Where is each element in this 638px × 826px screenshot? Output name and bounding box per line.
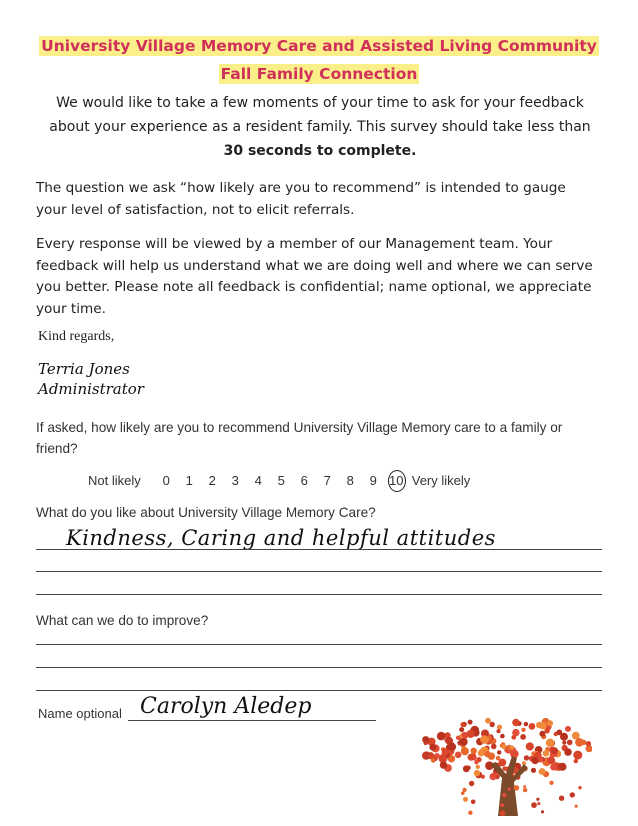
leaf xyxy=(460,738,468,746)
leaf xyxy=(490,773,497,780)
leaf xyxy=(431,758,436,763)
leaf xyxy=(551,747,558,754)
closing-text: Kind regards, xyxy=(38,329,115,344)
fallen-leaf xyxy=(536,798,539,801)
fallen-leaf xyxy=(469,781,474,786)
leaf xyxy=(488,753,495,760)
leaf xyxy=(501,744,506,749)
tree-leaves xyxy=(422,718,592,780)
fallen-leaf xyxy=(578,786,581,789)
leaf xyxy=(565,726,571,732)
leaf xyxy=(463,765,470,772)
answer-line xyxy=(36,549,602,550)
leaf xyxy=(573,751,582,760)
signature-title: Administrator xyxy=(38,380,144,398)
scale-option-9[interactable]: 9 xyxy=(369,472,377,488)
tree-trunk xyxy=(490,756,528,816)
leaf xyxy=(567,740,573,746)
leaf xyxy=(480,735,489,744)
leaf xyxy=(556,730,562,736)
leaf xyxy=(456,736,460,740)
scale-option-7[interactable]: 7 xyxy=(323,472,331,488)
confidentiality-paragraph: Every response will be viewed by a member of our Management team. Your feedback will help us understand what we are doing well and where we can serve you better. Please note all feedback is confidential; name optional, we appreciate your time. xyxy=(36,236,593,317)
leaf xyxy=(490,722,495,727)
intro-bold-line: 30 seconds to complete. xyxy=(223,143,417,159)
leaf xyxy=(468,720,473,725)
leaf xyxy=(460,722,465,727)
fallen-leaf xyxy=(514,785,520,791)
fallen-leaf xyxy=(500,810,506,816)
scale-option-4[interactable]: 4 xyxy=(254,472,262,488)
leaf xyxy=(467,730,475,738)
question-likes: What do you like about University Village Memory Care? xyxy=(36,505,376,520)
title-text-2: Fall Family Connection xyxy=(220,65,418,83)
leaf xyxy=(510,746,514,750)
leaf xyxy=(532,757,539,764)
answer-line xyxy=(36,644,602,645)
leaf xyxy=(546,739,554,747)
fallen-leaf xyxy=(537,802,540,805)
name-label: Name optional xyxy=(38,706,122,721)
leaf xyxy=(524,722,528,726)
intro-paragraph xyxy=(40,91,600,139)
leaf xyxy=(581,740,586,745)
leaf xyxy=(455,752,462,759)
fallen-leaf xyxy=(461,791,465,795)
title-text-1: University Village Memory Care and Assisted Living Community xyxy=(41,37,597,55)
leaf xyxy=(539,768,546,775)
leaf xyxy=(468,754,475,761)
leaf xyxy=(471,748,477,754)
leaf xyxy=(496,729,500,733)
likes-answer[interactable]: Kindness, Caring and helpful attitudes xyxy=(66,526,496,550)
fallen-leaf xyxy=(502,793,506,797)
title-line-2 xyxy=(0,65,638,83)
leaf xyxy=(586,741,591,746)
leaf xyxy=(496,756,501,761)
leaf xyxy=(500,734,505,739)
leaf xyxy=(539,731,545,737)
leaf xyxy=(531,768,536,773)
scale-option-6[interactable]: 6 xyxy=(300,472,308,488)
answer-line xyxy=(36,594,602,595)
leaf xyxy=(512,729,519,736)
leaf xyxy=(442,748,449,755)
leaf xyxy=(461,747,469,755)
leaf xyxy=(476,765,480,769)
leaf xyxy=(440,761,448,769)
leaf xyxy=(564,748,572,756)
purpose-paragraph: The question we ask “how likely are you to recommend” is intended to gauge your level of satisfaction, not to elicit referrals. xyxy=(36,180,566,218)
intro-line-2: about your experience as a resident family. This survey should take less than xyxy=(49,119,591,135)
leaf xyxy=(437,732,446,741)
leaf xyxy=(543,750,549,756)
leaf xyxy=(481,775,485,779)
leaf xyxy=(547,756,555,764)
leaf xyxy=(424,741,428,745)
fallen-leaf xyxy=(463,788,467,792)
fallen-leaf xyxy=(500,803,504,807)
name-line xyxy=(128,720,376,721)
fallen-leaf xyxy=(549,781,553,785)
fallen-leaf xyxy=(541,810,544,813)
scale-option-5[interactable]: 5 xyxy=(277,472,285,488)
answer-line xyxy=(36,690,602,691)
leaf xyxy=(512,719,519,726)
rating-scale xyxy=(88,470,470,490)
scale-numbers xyxy=(155,473,408,488)
leaf xyxy=(562,741,566,745)
question-improve: What can we do to improve? xyxy=(36,613,209,628)
name-field-value[interactable]: Carolyn Aledep xyxy=(140,694,312,719)
leaf xyxy=(550,764,557,771)
leaf xyxy=(520,734,526,740)
fallen-leaf xyxy=(575,805,578,808)
leaf xyxy=(478,750,485,757)
scale-high-label: Very likely xyxy=(411,472,471,488)
fallen-leaves xyxy=(461,781,582,816)
scale-option-0[interactable]: 0 xyxy=(162,472,170,488)
scale-option-8[interactable]: 8 xyxy=(346,472,354,488)
title-line-1 xyxy=(0,37,638,55)
scale-option-2[interactable]: 2 xyxy=(208,472,216,488)
scale-option-3[interactable]: 3 xyxy=(231,472,239,488)
fallen-leaf xyxy=(570,792,575,797)
leaf xyxy=(429,744,436,751)
fallen-leaf xyxy=(523,788,527,792)
intro-line-1: We would like to take a few moments of your time to ask for your feedback xyxy=(56,95,584,111)
question-recommend: If asked, how likely are you to recommend University Village Memory care to a family or friend? xyxy=(36,420,563,456)
answer-line xyxy=(36,667,602,668)
leaf xyxy=(559,763,567,771)
leaf xyxy=(539,722,546,729)
leaf xyxy=(521,728,525,732)
leaf xyxy=(544,728,549,733)
leaf xyxy=(477,757,482,762)
fallen-leaf xyxy=(559,796,564,801)
leaf xyxy=(491,744,497,750)
signature-name: Terria Jones xyxy=(38,360,130,378)
scale-option-10[interactable]: 10 xyxy=(385,473,408,488)
leaf xyxy=(497,725,502,730)
leaf xyxy=(526,742,534,750)
scale-low-label: Not likely xyxy=(88,472,141,488)
leaf xyxy=(459,727,464,732)
scale-option-1[interactable]: 1 xyxy=(185,472,193,488)
fallen-leaf xyxy=(463,797,468,802)
leaf xyxy=(448,743,456,751)
fallen-leaf xyxy=(531,802,537,808)
leaf xyxy=(547,720,553,726)
leaf xyxy=(524,755,529,760)
autumn-tree-image xyxy=(420,716,592,816)
fallen-leaf xyxy=(508,788,511,791)
leaf xyxy=(497,750,501,754)
answer-line xyxy=(36,571,602,572)
fallen-leaf xyxy=(523,785,526,788)
leaf xyxy=(474,770,480,776)
leaf xyxy=(529,723,536,730)
leaf xyxy=(485,718,491,724)
fallen-leaf xyxy=(468,811,472,815)
fallen-leaf xyxy=(471,800,476,805)
